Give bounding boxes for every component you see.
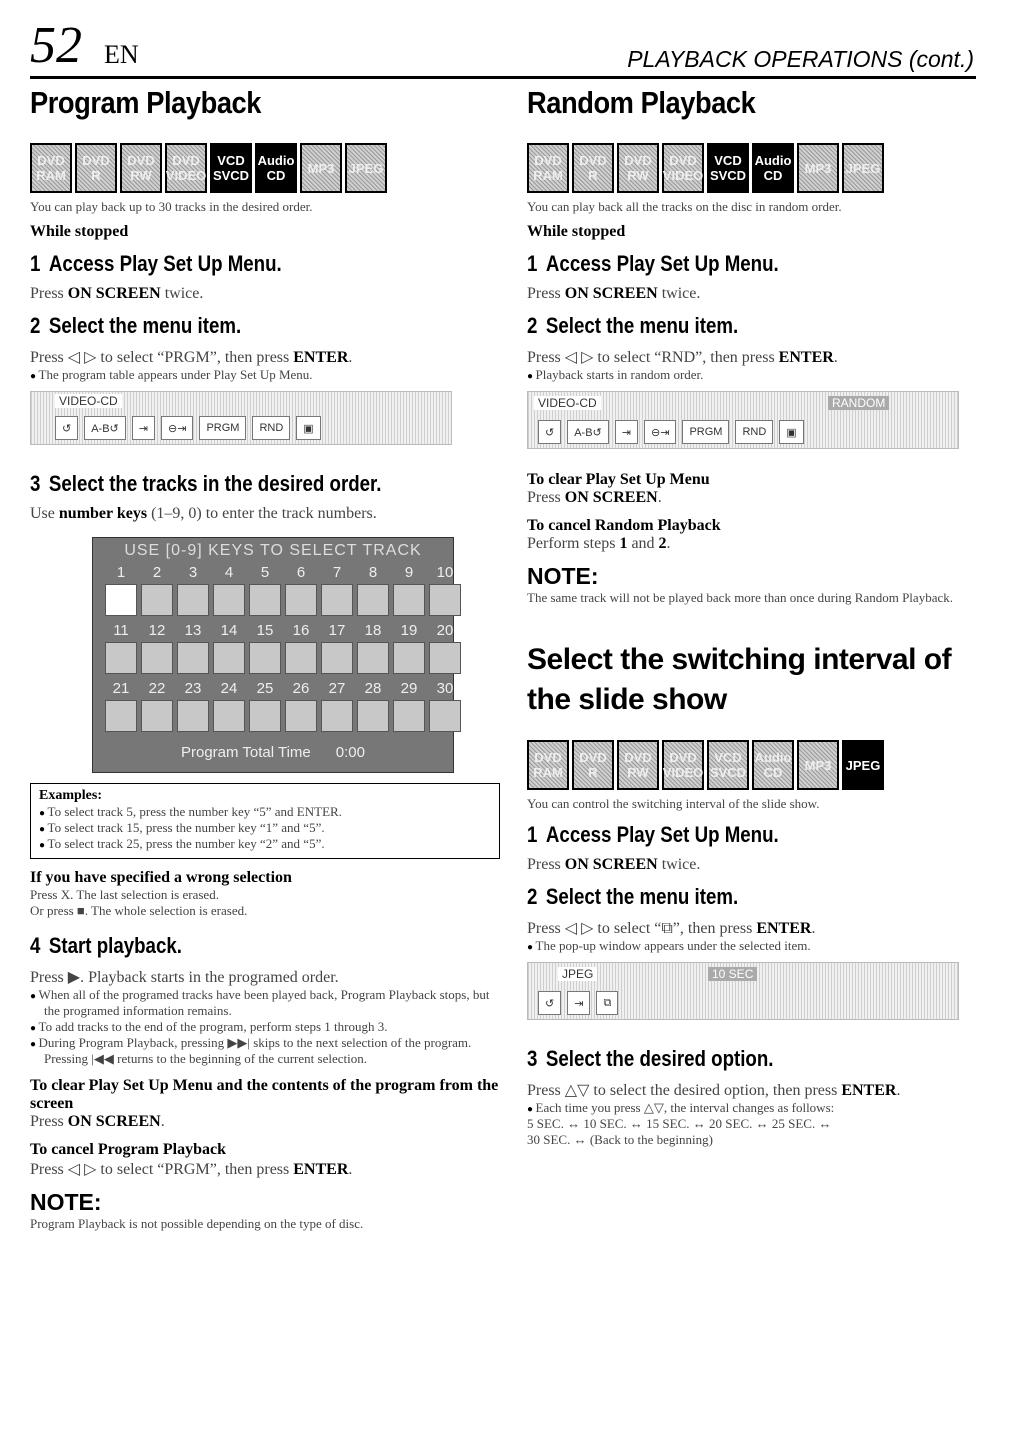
track-selection-grid	[92, 537, 454, 773]
disc-dvd-r-icon: DVD R	[75, 143, 117, 193]
program-note-title: NOTE:	[30, 1189, 102, 1215]
slideshow-title: Select the switching interval of the slide show	[527, 643, 952, 716]
step-2-body: Press ◁ ▷ to select “PRGM”, then press ENTER.	[30, 349, 353, 366]
osd-interval-icon: ⧉	[596, 991, 618, 1015]
random-step-2-title: 2 Select the menu item.	[527, 313, 739, 338]
osd-rnd-button: RND	[735, 420, 773, 444]
disc-dvd-video-icon: DVD VIDEO	[662, 143, 704, 193]
program-intro: You can play back up to 30 tracks in the desired order.	[30, 199, 313, 214]
slideshow-step-3-title: 3 Select the desired option.	[527, 1046, 774, 1071]
osd-screen-icon: ▣	[779, 420, 803, 444]
random-step-1-title: 1 Access Play Set Up Menu.	[527, 251, 779, 276]
examples-box	[30, 783, 500, 859]
step-4-bullet-2: ● To add tracks to the end of the program, perform steps 1 through 3.	[30, 1019, 500, 1035]
grid-cells-row-3	[105, 700, 461, 732]
slideshow-step-3-body: Press △▽ to select the desired option, then press ENTER.	[527, 1082, 901, 1099]
step-4-title: 4 Start playback.	[30, 933, 182, 958]
disc-dvd-ram-icon: DVD RAM	[527, 740, 569, 790]
disc-jpeg-icon: JPEG	[842, 143, 884, 193]
step-3-title: 3 Select the tracks in the desired order.	[30, 471, 382, 496]
program-osd-menu	[30, 391, 452, 445]
random-while-stopped: While stopped	[527, 223, 626, 240]
osd-repeat-icon: ↺	[55, 416, 78, 440]
clear-program-body: Press ON SCREEN.	[30, 1113, 165, 1130]
osd-rnd-button: RND	[252, 416, 290, 440]
osd-prgm-button: PRGM	[682, 420, 729, 444]
step-3-body: Use number keys (1–9, 0) to enter the track numbers.	[30, 505, 377, 522]
program-playback-column	[30, 85, 500, 1232]
random-title: Random Playback	[527, 85, 756, 120]
grid-total: Program Total Time 0:00	[181, 744, 365, 761]
osd-interval-tag: 10 SEC	[708, 967, 757, 981]
osd-time-skip-icon: ⊖⇥	[644, 420, 676, 444]
osd-label: JPEG	[558, 967, 597, 981]
disc-dvd-video-icon: DVD VIDEO	[662, 740, 704, 790]
disc-type-row-random	[527, 143, 977, 193]
random-note-text: The same track will not be played back more than once during Random Playback.	[527, 590, 953, 605]
examples-title: Examples:	[39, 788, 102, 803]
page-header	[30, 18, 976, 79]
osd-skip-icon: ⇥	[132, 416, 155, 440]
osd-skip-icon: ⇥	[615, 420, 638, 444]
random-step-2-bullet: ● Playback starts in random order.	[527, 367, 977, 383]
disc-vcd-svcd-icon: VCD SVCD	[210, 143, 252, 193]
osd-buttons	[538, 420, 804, 444]
osd-ab-repeat-icon: A-B↺	[567, 420, 609, 444]
random-step-2-body: Press ◁ ▷ to select “RND”, then press ENTER.	[527, 349, 838, 366]
wrong-selection-2: Or press ■. The whole selection is erased.	[30, 903, 248, 918]
disc-jpeg-icon: JPEG	[842, 740, 884, 790]
disc-vcd-svcd-icon: VCD SVCD	[707, 740, 749, 790]
slideshow-step-1-body: Press ON SCREEN twice.	[527, 856, 701, 873]
disc-dvd-rw-icon: DVD RW	[120, 143, 162, 193]
osd-repeat-icon: ↺	[538, 420, 561, 444]
cancel-random-title: To cancel Random Playback	[527, 517, 721, 534]
grid-nums-row-3: 21 22 23 24 25 26 27 28 29 30	[112, 680, 454, 697]
step-2-bullet: ● The program table appears under Play Set Up Menu.	[30, 367, 500, 383]
step-4-body: Press ▶. Playback starts in the programed order.	[30, 969, 339, 986]
while-stopped: While stopped	[30, 223, 129, 240]
section-title: PLAYBACK OPERATIONS (cont.)	[627, 46, 974, 72]
slideshow-step-2-body: Press ◁ ▷ to select “⧉”, then press ENTER.	[527, 920, 816, 937]
grid-nums-row-2: 11 12 13 14 15 16 17 18 19 20	[113, 622, 454, 639]
disc-audio-cd-icon: Audio CD	[752, 143, 794, 193]
osd-time-skip-icon: ⊖⇥	[161, 416, 193, 440]
random-step-1-body: Press ON SCREEN twice.	[527, 285, 701, 302]
slideshow-step-3-bullet: ● Each time you press △▽, the interval changes as follows:	[527, 1100, 977, 1116]
clear-random-title: To clear Play Set Up Menu	[527, 471, 710, 488]
osd-random-tag: RANDOM	[828, 396, 889, 410]
slideshow-intro: You can control the switching interval of the slide show.	[527, 796, 820, 811]
disc-dvd-ram-icon: DVD RAM	[527, 143, 569, 193]
step-1-title: 1 Access Play Set Up Menu.	[30, 251, 282, 276]
disc-dvd-r-icon: DVD R	[572, 740, 614, 790]
disc-dvd-rw-icon: DVD RW	[617, 740, 659, 790]
grid-title: USE [0-9] KEYS TO SELECT TRACK	[124, 542, 422, 559]
disc-audio-cd-icon: Audio CD	[255, 143, 297, 193]
random-note-title: NOTE:	[527, 563, 599, 589]
interval-sequence-2: 30 SEC. ↔ (Back to the beginning)	[527, 1132, 713, 1147]
cancel-random-body: Perform steps 1 and 2.	[527, 535, 671, 552]
disc-audio-cd-icon: Audio CD	[752, 740, 794, 790]
grid-cells-row-1	[105, 584, 461, 616]
cancel-program-body: Press ◁ ▷ to select “PRGM”, then press ENTER.	[30, 1161, 353, 1178]
disc-dvd-ram-icon: DVD RAM	[30, 143, 72, 193]
disc-dvd-video-icon: DVD VIDEO	[165, 143, 207, 193]
step-4-bullet-1: ● When all of the programed tracks have been played back, Program Playback stops, but the programed information remains.	[30, 987, 500, 1019]
program-note-text: Program Playback is not possible depending on the type of disc.	[30, 1216, 364, 1231]
osd-label: VIDEO-CD	[534, 396, 601, 410]
slideshow-step-2-bullet: ● The pop-up window appears under the selected item.	[527, 938, 977, 954]
osd-ab-repeat-icon: A-B↺	[84, 416, 126, 440]
slideshow-interval-icon: ⧉	[661, 920, 673, 937]
disc-vcd-svcd-icon: VCD SVCD	[707, 143, 749, 193]
osd-repeat-icon: ↺	[538, 991, 561, 1015]
osd-label: VIDEO-CD	[55, 394, 122, 408]
random-intro: You can play back all the tracks on the disc in random order.	[527, 199, 842, 214]
clear-random-body: Press ON SCREEN.	[527, 489, 662, 506]
slideshow-osd-menu	[527, 962, 959, 1020]
disc-type-row-slideshow	[527, 740, 977, 790]
random-playback-column	[527, 85, 977, 1148]
clear-program-title: To clear Play Set Up Menu and the contents of the program from the screen	[30, 1077, 499, 1112]
osd-buttons	[55, 416, 321, 440]
grid-nums-row-1: 1 2 3 4 5 6 7 8 9 10	[116, 564, 454, 581]
osd-prgm-button: PRGM	[199, 416, 246, 440]
random-osd-menu	[527, 391, 959, 449]
wrong-selection-title: If you have specified a wrong selection	[30, 869, 292, 886]
slideshow-step-1-title: 1 Access Play Set Up Menu.	[527, 822, 779, 847]
slideshow-step-2-title: 2 Select the menu item.	[527, 884, 739, 909]
disc-mp3-icon: MP3	[797, 740, 839, 790]
disc-type-row	[30, 143, 500, 193]
interval-sequence-1: 5 SEC. ↔ 10 SEC. ↔ 15 SEC. ↔ 20 SEC. ↔ 25 SEC. ↔	[527, 1116, 832, 1131]
disc-dvd-rw-icon: DVD RW	[617, 143, 659, 193]
osd-buttons	[538, 991, 618, 1015]
track-grid-wrapper	[30, 537, 500, 777]
example-1: ● To select track 5, press the number key “5” and ENTER.	[39, 804, 491, 820]
example-3: ● To select track 25, press the number key “2” and “5”.	[39, 836, 491, 852]
program-title: Program Playback	[30, 85, 262, 120]
step-2-title: 2 Select the menu item.	[30, 313, 242, 338]
osd-screen-icon: ▣	[296, 416, 320, 440]
disc-mp3-icon: MP3	[300, 143, 342, 193]
disc-mp3-icon: MP3	[797, 143, 839, 193]
page-lang: EN	[104, 40, 139, 69]
example-2: ● To select track 15, press the number key “1” and “5”.	[39, 820, 491, 836]
wrong-selection-1: Press X. The last selection is erased.	[30, 887, 219, 902]
disc-dvd-r-icon: DVD R	[572, 143, 614, 193]
grid-cells-row-2	[105, 642, 461, 674]
page-number: 52	[30, 17, 82, 74]
disc-jpeg-icon: JPEG	[345, 143, 387, 193]
step-1-body: Press ON SCREEN twice.	[30, 285, 204, 302]
step-4-bullet-3: ● During Program Playback, pressing ▶▶| skips to the next selection of the program. Pressing |◀◀ returns to the beginning of the current selection.	[30, 1035, 500, 1067]
cancel-program-title: To cancel Program Playback	[30, 1141, 226, 1158]
osd-skip-icon: ⇥	[567, 991, 590, 1015]
grid-cell-selected	[105, 584, 137, 616]
